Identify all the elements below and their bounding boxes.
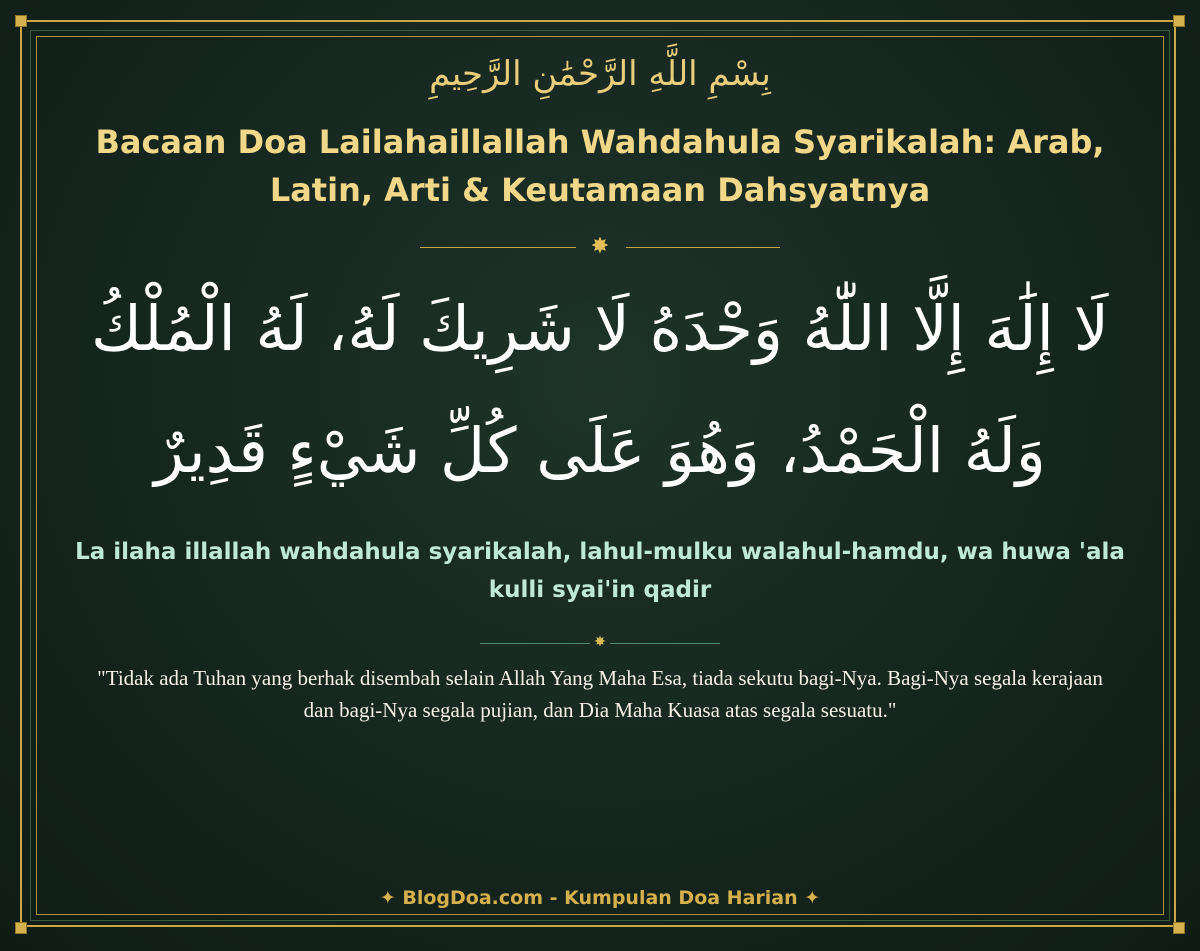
latin-transliteration: La ilaha illallah wahdahula syarikalah, lahul-mulku walahul-hamdu, wa huwa 'ala kulli syai'in qadir <box>75 539 1125 603</box>
small-star-ornament-icon: ✸ <box>594 634 606 650</box>
star-ornament-icon: ✸ <box>590 234 610 259</box>
translation-text: "Tidak ada Tuhan yang berhak disembah selain Allah Yang Maha Esa, tiada sekutu bagi-Nya. Bagi-Nya segala kerajaan dan bagi-Nya segala pujian, dan Dia Maha Kuasa atas segala sesuatu." <box>97 666 1103 722</box>
bismillah-heading: بِسْمِ اللَّهِ الرَّحْمَٰنِ الرَّحِيمِ <box>429 54 771 94</box>
divider-line-left <box>420 247 576 248</box>
corner-ornament-top-right <box>1173 15 1185 27</box>
divider-line-right <box>626 247 780 248</box>
footer-credit: ✦ BlogDoa.com - Kumpulan Doa Harian ✦ <box>379 887 821 909</box>
corner-ornament-bottom-right <box>1173 922 1185 934</box>
corner-ornament-top-left <box>15 15 27 27</box>
page-title: Bacaan Doa Lailahaillallah Wahdahula Syarikalah: Arab, Latin, Arti & Keutamaan Dahsyatnya <box>95 123 1105 209</box>
divider-small-right <box>610 643 720 644</box>
arabic-prayer-text: لَا إِلَٰهَ إِلَّا اللّٰهُ وَحْدَهُ لَا شَرِيكَ لَهُ، لَهُ الْمُلْكُ وَلَهُ الْحَمْدُ، وَهُوَ عَلَى كُلِّ شَيْءٍ قَدِيرٌ <box>91 292 1109 487</box>
corner-ornament-bottom-left <box>15 922 27 934</box>
divider-small-left <box>480 643 590 644</box>
